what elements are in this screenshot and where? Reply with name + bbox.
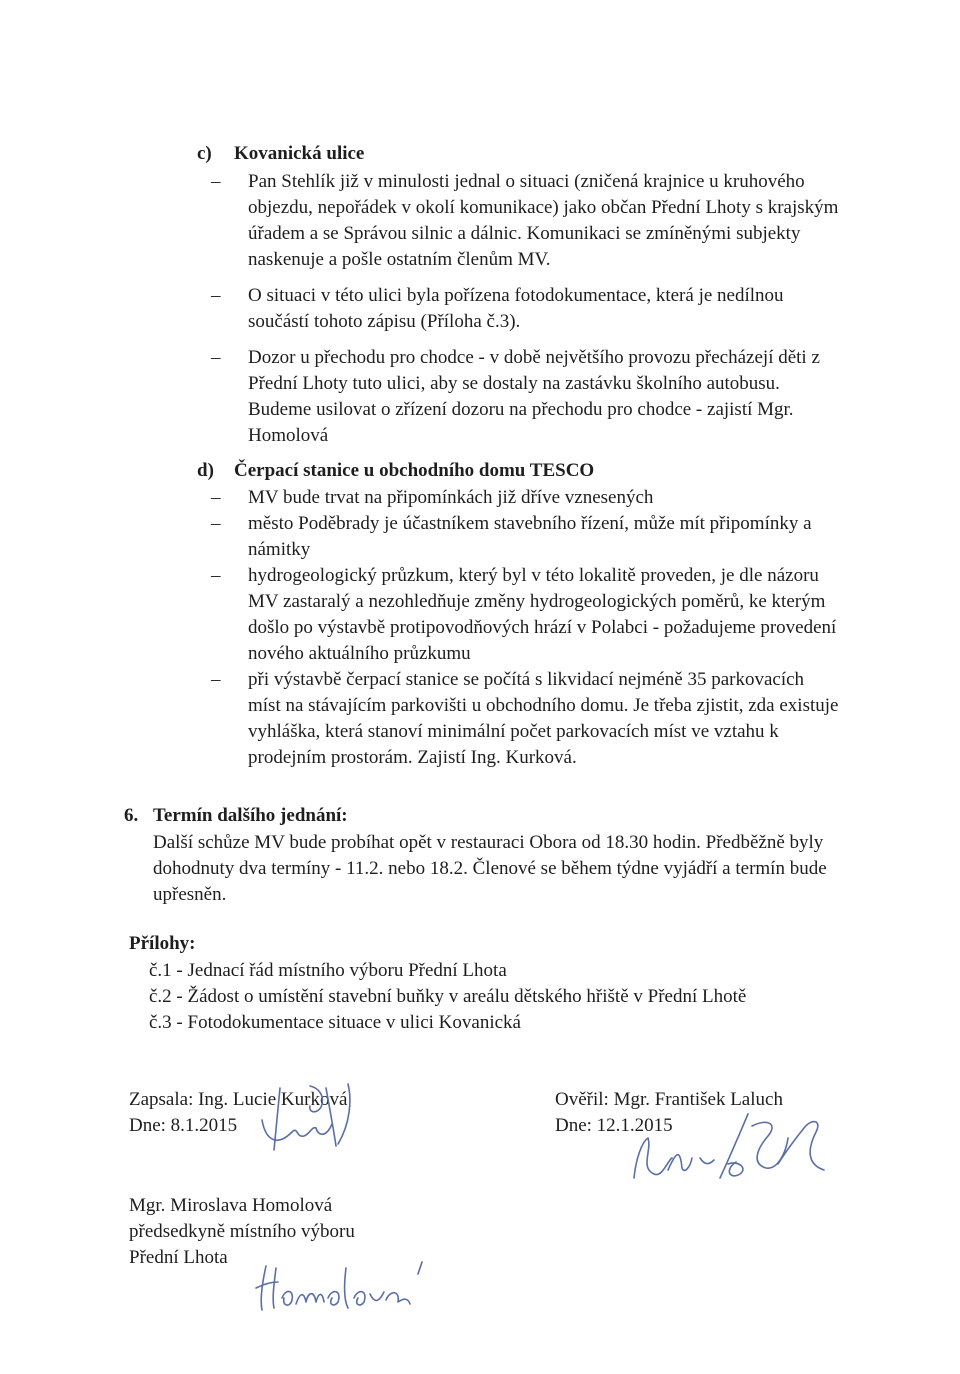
list-item-text: Dozor u přechodu pro chodce - v době největšího provozu přecházejí děti z Přední Lhoty tuto ulici, aby se dostaly na zastávku školního autobusu. Budeme usilovat o zřízení dozoru na přechodu pro chodce - zajistí Mgr. Homolová [248,347,820,446]
list-item-text: město Poděbrady je účastníkem stavebního řízení, může mít připomínky a námitky [248,513,812,560]
section-d-title: Čerpací stanice u obchodního domu TESCO [234,460,595,481]
attachment-item: č.1 - Jednací řád místního výboru Přední Lhota [149,960,507,981]
chair-name: Mgr. Miroslava Homolová [129,1195,333,1216]
section-c-heading [197,141,364,167]
list-item [211,283,841,335]
chair-role: předsedkyně místního výboru [129,1221,355,1242]
section-d-letter: d) [197,460,214,481]
section-6-title: Termín dalšího jednání: [153,805,348,826]
attachments-title: Přílohy: [129,933,196,954]
section-d-heading [197,458,594,484]
list-item [211,169,841,273]
signature-homolova [252,1258,452,1318]
list-item-text: MV bude trvat na připomínkách již dříve vznesených [248,487,654,508]
list-item-text: hydrogeologický průzkum, který byl v této lokalitě proveden, je dle názoru MV zastaralý a nezohledňuje změny hydrogeologických poměrů, ke kterým došlo po výstavbě protipovodňových hrází v Polabci - požadujeme provedení nového aktuálního průzkumu [248,565,837,664]
dash-bullet: – [211,513,221,534]
dash-bullet: – [211,347,221,368]
dash-bullet: – [211,171,221,192]
attachment-item: č.2 - Žádost o umístění stavební buňky v areálu dětského hřiště v Přední Lhotě [149,986,747,1007]
list-item [211,511,841,563]
recorded-date: Dne: 8.1.2015 [129,1115,238,1136]
list-item [211,345,841,449]
recorded-by: Zapsala: Ing. Lucie Kurková [129,1089,348,1110]
dash-bullet: – [211,565,221,586]
list-item-text: při výstavbě čerpací stanice se počítá s likvidací nejméně 35 parkovacích míst na stávajícím parkovišti u obchodního domu. Je třeba zjistit, zda existuje vyhláška, která stanoví minimální počet parkovacích míst ve vztahu k prodejním prostorám. Zajistí Ing. Kurková. [248,669,839,768]
signature-kurkova [252,1080,372,1160]
section-6-number: 6. [124,805,139,826]
attachment-item: č.3 - Fotodokumentace situace v ulici Kovanická [149,1012,521,1033]
section-6-text: Další schůze MV bude probíhat opět v restauraci Obora od 18.30 hodin. Předběžně byly dohodnuty dva termíny - 11.2. nebo 18.2. Členové se během týdne vyjádří a termín bude upřesněn. [153,832,827,905]
list-item [211,667,841,771]
list-item [211,485,841,511]
section-c-title: Kovanická ulice [234,143,365,164]
signature-laluch [628,1108,838,1193]
section-c-list [211,169,841,449]
dash-bullet: – [211,285,221,306]
verified-by: Ověřil: Mgr. František Laluch [555,1089,783,1110]
dash-bullet: – [211,669,221,690]
list-item-text: Pan Stehlík již v minulosti jednal o situaci (zničená krajnice u kruhového objezdu, nepořádek v okolí komunikace) jako občan Přední Lhoty s krajským úřadem a se Správou silnic a dálnic. Komunikaci se zmíněnými subjekty naskenuje a pošle ostatním členům MV. [248,171,839,270]
attachments-list [149,958,746,1036]
section-6-heading [124,803,348,829]
dash-bullet: – [211,487,221,508]
section-d-list [211,485,841,771]
list-item-text: O situaci v této ulici byla pořízena fotodokumentace, která je nedílnou součástí tohoto zápisu (Příloha č.3). [248,285,784,332]
chair-place: Přední Lhota [129,1247,228,1268]
section-c-letter: c) [197,143,212,164]
verified-date: Dne: 12.1.2015 [555,1115,673,1136]
list-item [211,563,841,667]
